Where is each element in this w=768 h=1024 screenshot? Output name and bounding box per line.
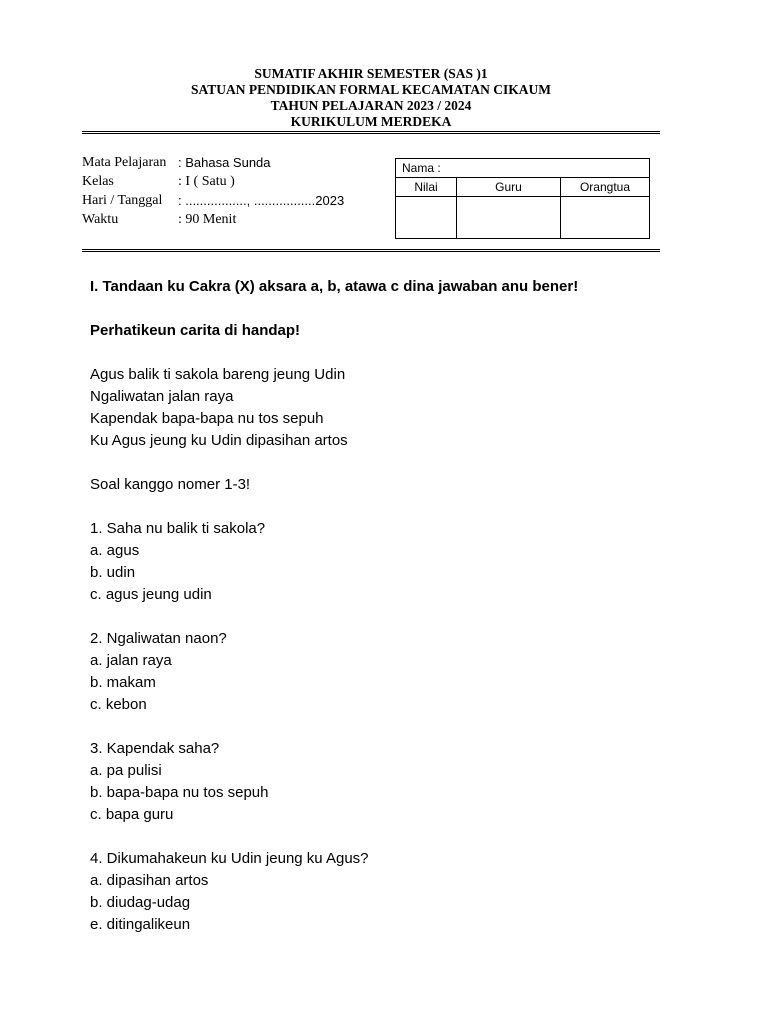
score-table [395, 158, 650, 239]
answer-option[interactable]: b. udin [90, 564, 136, 581]
date-row [82, 191, 344, 210]
subject-label: Mata Pelajaran [82, 155, 167, 170]
story-line: Ku Agus jeung ku Udin dipasihan artos [90, 432, 348, 449]
class-value: : I ( Satu ) [178, 174, 235, 189]
subject-value: : Bahasa Sunda [178, 155, 271, 170]
answer-option[interactable]: c. kebon [90, 696, 147, 713]
question-intro: Soal kanggo nomer 1-3! [90, 476, 251, 493]
score-cell-orangtua[interactable] [561, 197, 650, 239]
header-school: SATUAN PENDIDIKAN FORMAL KECAMATAN CIKAUM [191, 82, 551, 97]
answer-option[interactable]: a. dipasihan artos [90, 872, 209, 889]
header-year: TAHUN PELAJARAN 2023 / 2024 [270, 98, 472, 113]
answer-option[interactable]: e. ditingalikeun [90, 916, 191, 933]
class-row [82, 172, 344, 191]
answer-option[interactable]: a. pa pulisi [90, 762, 162, 779]
answer-option[interactable]: c. agus jeung udin [90, 586, 212, 603]
main-instruction: I. Tandaan ku Cakra (X) aksara a, b, atawa c dina jawaban anu bener! [90, 278, 579, 295]
time-row [82, 210, 344, 229]
header-title: SUMATIF AKHIR SEMESTER (SAS )1 [254, 66, 488, 81]
question-text: 1. Saha nu balik ti sakola? [90, 520, 266, 537]
read-instruction: Perhatikeun carita di handap! [90, 322, 301, 339]
date-label: Hari / Tanggal [82, 193, 163, 208]
name-field[interactable]: Nama : [396, 159, 650, 178]
exam-info [82, 153, 344, 229]
answer-option[interactable]: b. diudag-udag [90, 894, 191, 911]
answer-option[interactable]: a. jalan raya [90, 652, 172, 669]
class-label: Kelas [82, 174, 114, 189]
date-value: : ................., .................2023 [178, 193, 345, 208]
score-cell-guru[interactable] [457, 197, 561, 239]
question-text: 2. Ngaliwatan naon? [90, 630, 227, 647]
answer-option[interactable]: a. agus [90, 542, 140, 559]
score-cell-nilai[interactable] [396, 197, 457, 239]
story [90, 364, 690, 452]
question-4 [90, 848, 690, 936]
question-2 [90, 628, 690, 716]
story-line: Kapendak bapa-bapa nu tos sepuh [90, 410, 324, 427]
question-1 [90, 518, 690, 606]
header-curriculum: KURIKULUM MERDEKA [290, 114, 452, 129]
exam-content [90, 276, 690, 936]
answer-option[interactable]: c. bapa guru [90, 806, 174, 823]
subject-row [82, 153, 344, 172]
score-col-guru: Guru [457, 178, 561, 197]
answer-option[interactable]: b. makam [90, 674, 156, 691]
header-divider [82, 131, 660, 134]
exam-header [82, 66, 660, 130]
question-text: 3. Kapendak saha? [90, 740, 220, 757]
answer-option[interactable]: b. bapa-bapa nu tos sepuh [90, 784, 269, 801]
question-text: 4. Dikumahakeun ku Udin jeung ku Agus? [90, 850, 369, 867]
score-col-nilai: Nilai [396, 178, 457, 197]
info-divider [82, 249, 660, 252]
story-line: Agus balik ti sakola bareng jeung Udin [90, 366, 346, 383]
time-value: : 90 Menit [178, 212, 237, 227]
story-line: Ngaliwatan jalan raya [90, 388, 234, 405]
time-label: Waktu [82, 212, 119, 227]
question-3 [90, 738, 690, 826]
score-col-orangtua: Orangtua [561, 178, 650, 197]
